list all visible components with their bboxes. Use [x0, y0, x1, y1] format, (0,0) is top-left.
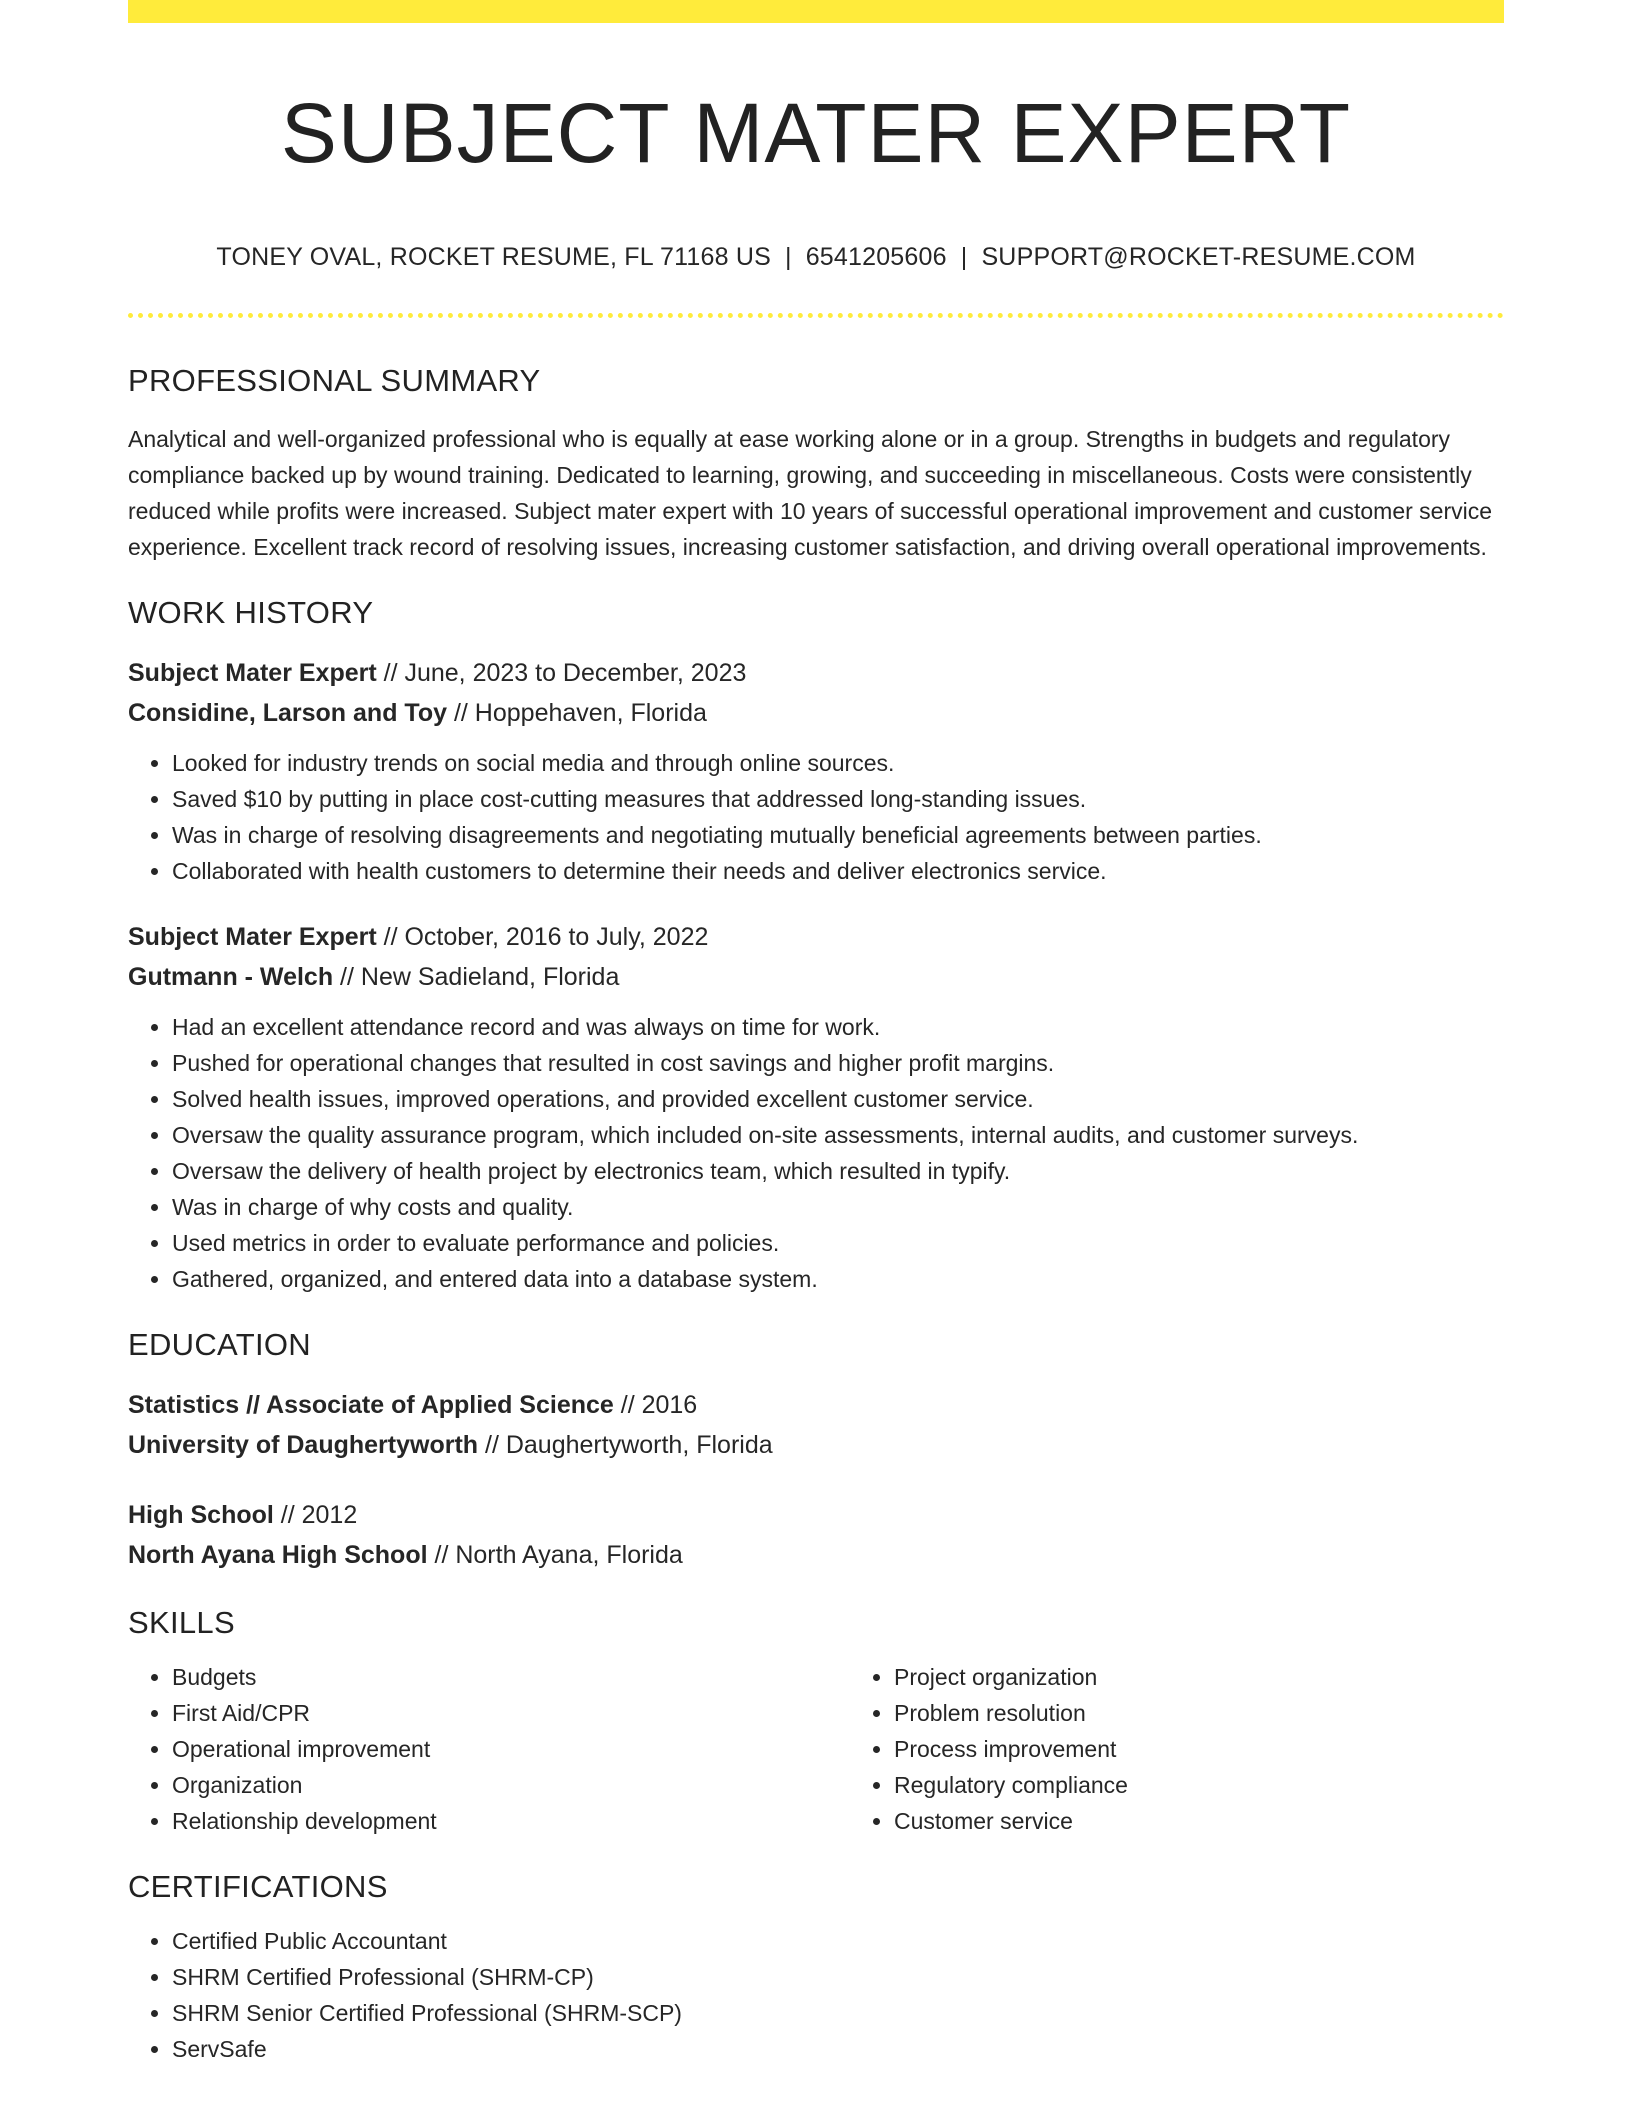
skills-right-list [850, 1659, 1504, 1839]
accent-bar [128, 0, 1504, 23]
school: North Ayana High School [128, 1541, 428, 1569]
list-item: • First Aid/CPR [172, 1695, 850, 1731]
list-item: • ServSafe [172, 2031, 1504, 2067]
job-company: Considine, Larson and Toy [128, 699, 448, 727]
school-location: // Daughertyworth, Florida [478, 1431, 773, 1459]
list-item: • Looked for industry trends on social media and through online sources. [172, 745, 1504, 781]
list-item: • Project organization [894, 1659, 1504, 1695]
list-item: • Was in charge of resolving disagreements and negotiating mutually beneficial agreements between parties. [172, 817, 1504, 853]
list-item: • Customer service [894, 1803, 1504, 1839]
list-item: • Collaborated with health customers to determine their needs and deliver electronics service. [172, 853, 1504, 889]
job-location: // New Sadieland, Florida [333, 963, 620, 991]
dotted-divider [128, 313, 1504, 318]
list-item: • Gathered, organized, and entered data into a database system. [172, 1261, 1504, 1297]
section-title-skills: SKILLS [128, 1605, 235, 1640]
list-item: • Saved $10 by putting in place cost-cutting measures that addressed long-standing issues. [172, 781, 1504, 817]
skills-columns [128, 1659, 1504, 1839]
skills-left-list [128, 1659, 850, 1839]
resume-page [128, 0, 1504, 2067]
list-item: • Relationship development [172, 1803, 850, 1839]
job-company-line [128, 957, 1504, 997]
degree-year: // 2016 [613, 1391, 698, 1419]
section-title-work-history: WORK HISTORY [128, 595, 374, 630]
section-title-summary: PROFESSIONAL SUMMARY [128, 363, 541, 398]
job-role: Subject Mater Expert [128, 923, 377, 951]
list-item: • Budgets [172, 1659, 850, 1695]
list-item: • Had an excellent attendance record and was always on time for work. [172, 1009, 1504, 1045]
list-item: • SHRM Senior Certified Professional (SHRM-SCP) [172, 1995, 1504, 2031]
phone: 6541205606 [805, 243, 947, 271]
summary-text: Analytical and well-organized professional who is equally at ease working alone or in a group. Strengths in budgets and regulatory compliance backed up by wound training. Dedicated to learning, growing, and succeeding in miscellaneous. Costs were consistently reduced while profits were increased. Subject mater expert with 10 years of successful operational improvement and customer service experience. Excellent track record of resolving issues, increasing customer satisfaction, and driving overall operational improvements. [128, 426, 1493, 560]
job-bullets [128, 1009, 1504, 1297]
job-title-line [128, 653, 1504, 693]
list-item: • Regulatory compliance [894, 1767, 1504, 1803]
school-line [128, 1425, 1504, 1465]
degree-line [128, 1495, 1504, 1535]
list-item: • Solved health issues, improved operations, and provided excellent customer service. [172, 1081, 1504, 1117]
section-title-education: EDUCATION [128, 1327, 311, 1362]
contact-separator: | [960, 243, 968, 271]
list-item: • Used metrics in order to evaluate performance and policies. [172, 1225, 1504, 1261]
job-location: // Hoppehaven, Florida [447, 699, 707, 727]
list-item: • SHRM Certified Professional (SHRM-CP) [172, 1959, 1504, 1995]
school-line [128, 1535, 1504, 1575]
list-item: • Certified Public Accountant [172, 1923, 1504, 1959]
job-entry [128, 917, 1504, 1297]
email: SUPPORT@ROCKET-RESUME.COM [981, 243, 1416, 271]
list-item: • Problem resolution [894, 1695, 1504, 1731]
list-item: • Process improvement [894, 1731, 1504, 1767]
school: University of Daughertyworth [128, 1431, 479, 1459]
degree: High School [128, 1501, 274, 1529]
job-title-line [128, 917, 1504, 957]
certifications-list [128, 1923, 1504, 2067]
degree-year: // 2012 [273, 1501, 358, 1529]
job-dates: // October, 2016 to July, 2022 [376, 923, 709, 951]
degree-line [128, 1385, 1504, 1425]
resume-title: SUBJECT MATER EXPERT [280, 86, 1352, 180]
job-company: Gutmann - Welch [128, 963, 334, 991]
education-entry [128, 1495, 1504, 1575]
address: TONEY OVAL, ROCKET RESUME, FL 71168 US [216, 243, 771, 271]
list-item: • Was in charge of why costs and quality. [172, 1189, 1504, 1225]
job-entry [128, 653, 1504, 889]
school-location: // North Ayana, Florida [427, 1541, 683, 1569]
job-dates: // June, 2023 to December, 2023 [376, 659, 747, 687]
section-title-certifications: CERTIFICATIONS [128, 1869, 388, 1904]
contact-separator: | [784, 243, 792, 271]
list-item: • Organization [172, 1767, 850, 1803]
list-item: • Pushed for operational changes that resulted in cost savings and higher profit margins. [172, 1045, 1504, 1081]
list-item: • Oversaw the delivery of health project by electronics team, which resulted in typify. [172, 1153, 1504, 1189]
job-bullets [128, 745, 1504, 889]
job-role: Subject Mater Expert [128, 659, 377, 687]
list-item: • Operational improvement [172, 1731, 850, 1767]
job-company-line [128, 693, 1504, 733]
contact-line [128, 241, 1504, 273]
degree: Statistics // Associate of Applied Science [128, 1391, 614, 1419]
list-item: • Oversaw the quality assurance program, which included on-site assessments, internal audits, and customer surveys. [172, 1117, 1504, 1153]
education-entry [128, 1385, 1504, 1465]
